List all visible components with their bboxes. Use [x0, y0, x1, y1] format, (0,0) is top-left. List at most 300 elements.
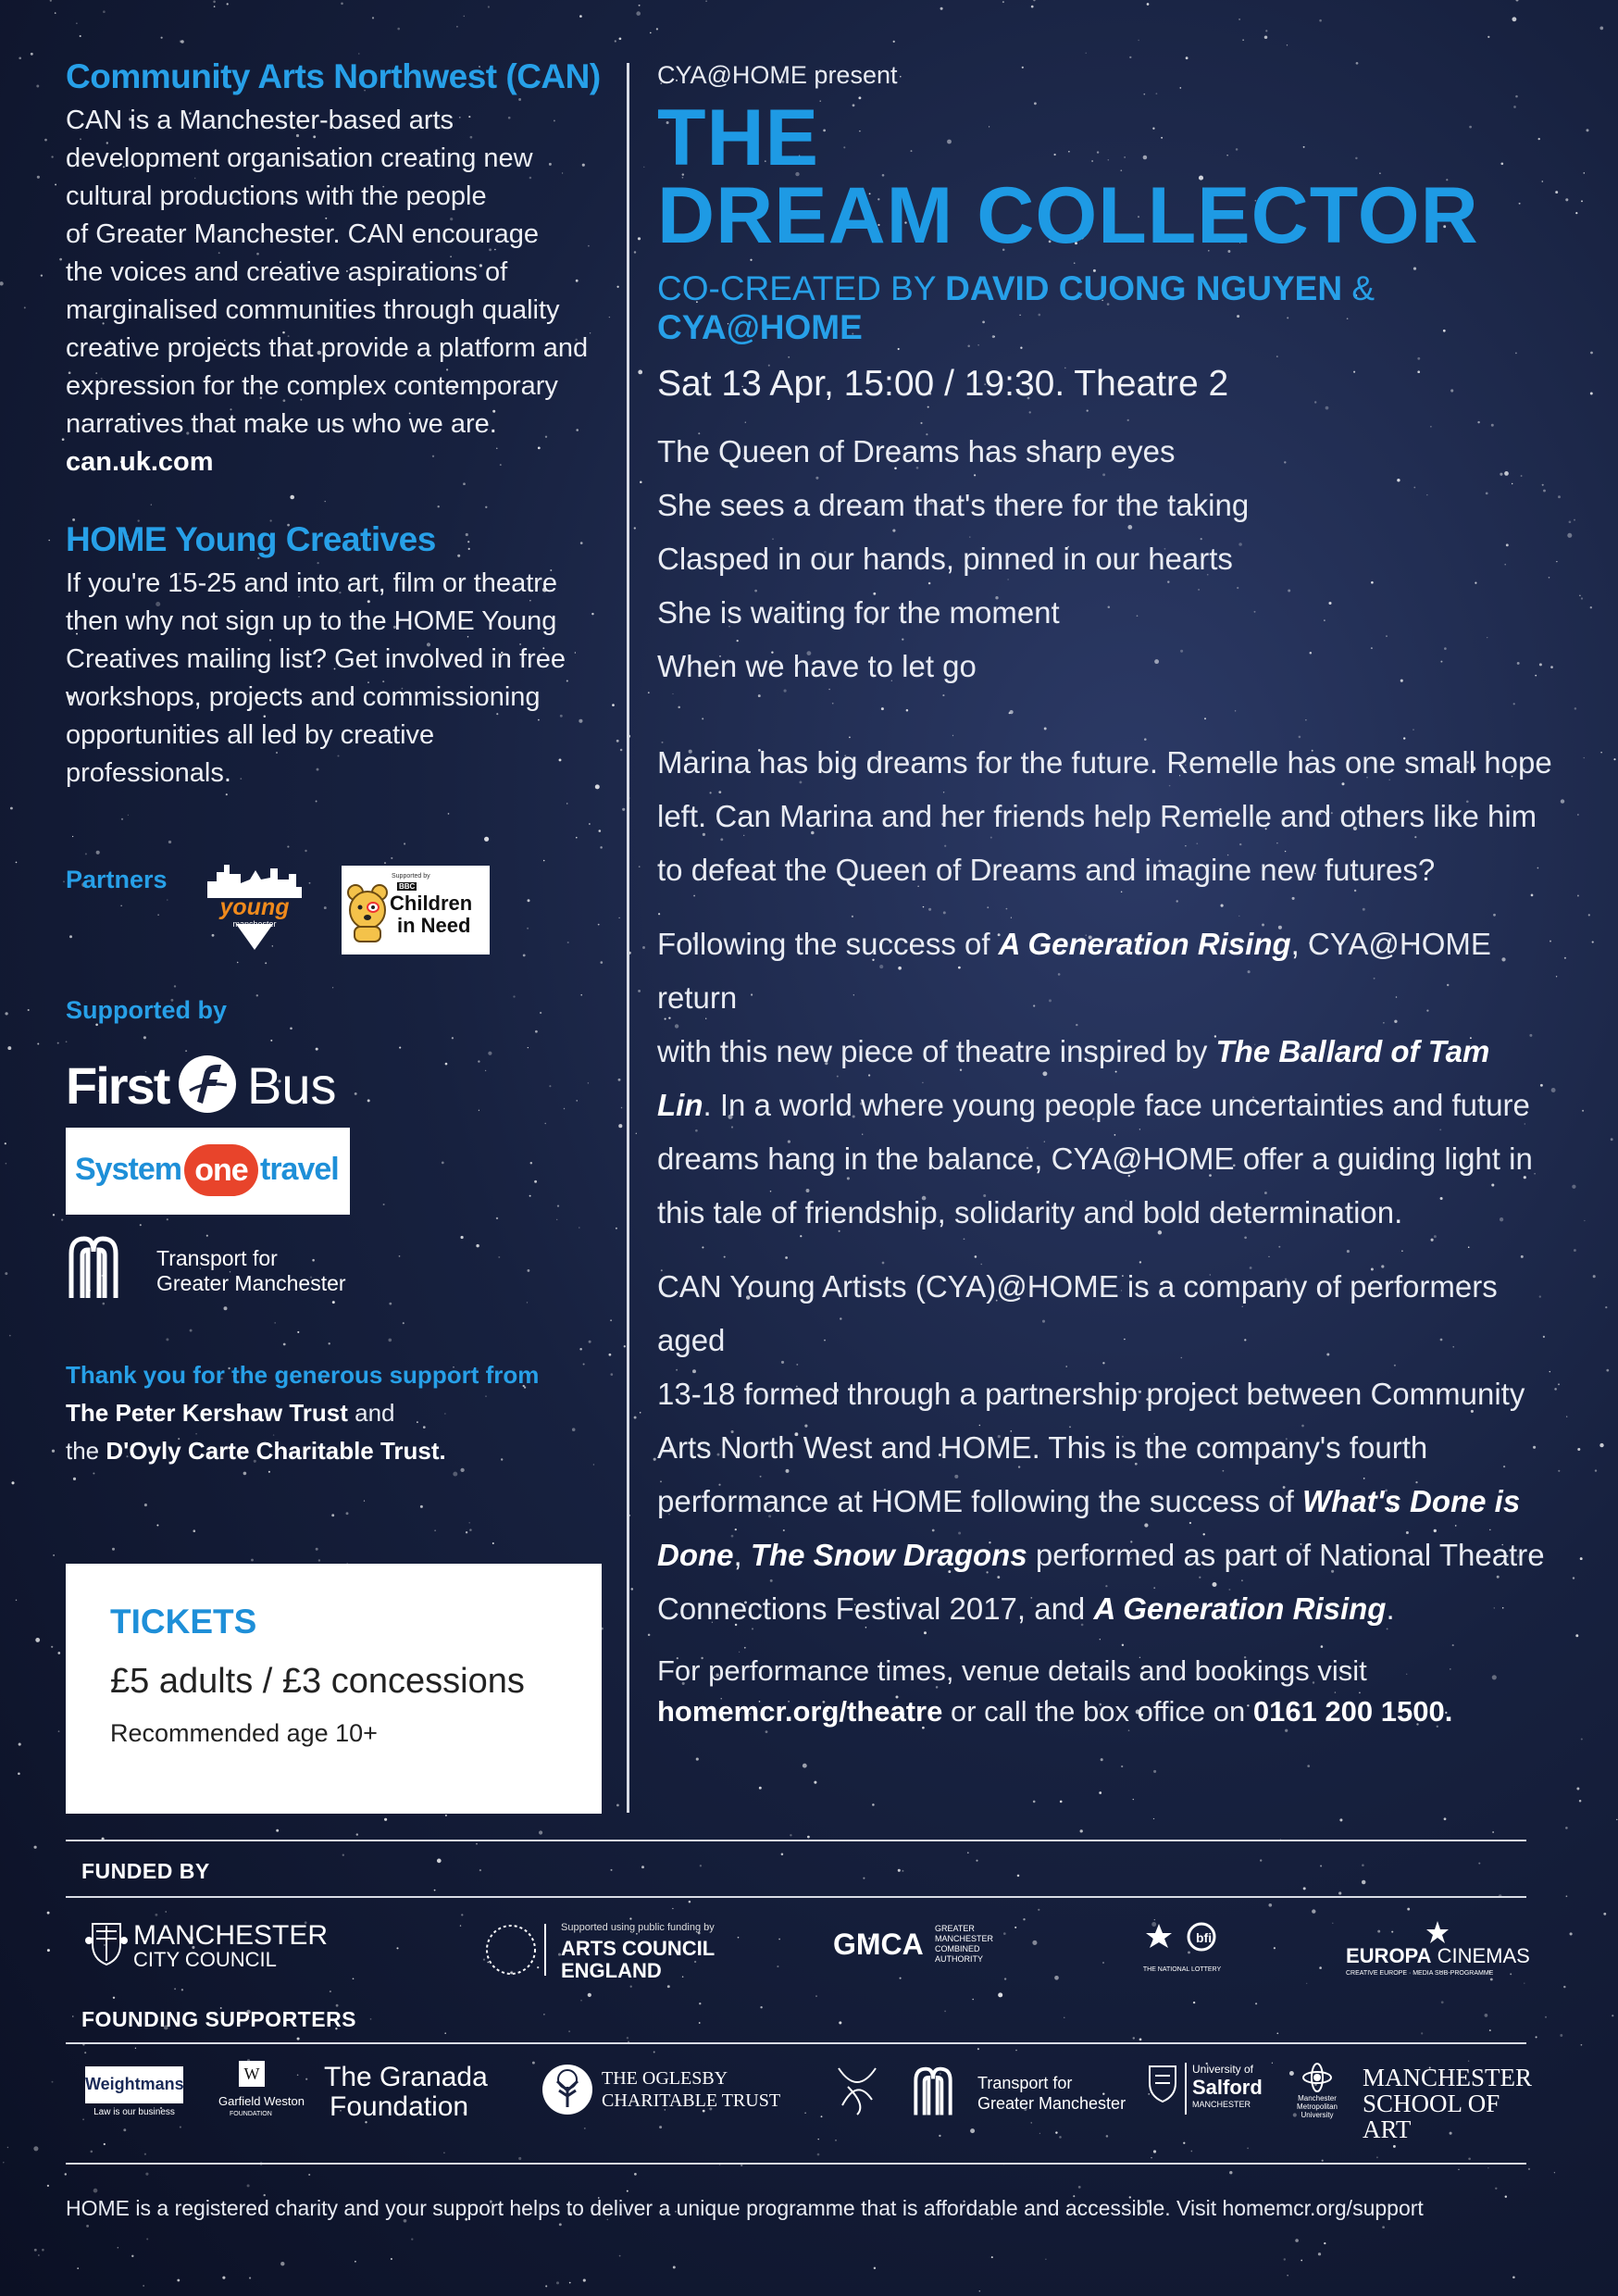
gmca-logo	[833, 1922, 1018, 1978]
synopsis-line: Marina has big dreams for the future. Remelle has one small hope	[657, 745, 1552, 780]
mmu-line: Metropolitan	[1296, 2103, 1338, 2111]
star	[466, 1531, 467, 1533]
gmca-word: AUTHORITY	[935, 1954, 984, 1964]
star	[1575, 212, 1577, 214]
oglesby-line1: THE OGLESBY	[602, 2068, 728, 2089]
star	[1033, 0, 1035, 1]
star	[492, 1542, 494, 1544]
star	[324, 906, 327, 909]
star	[53, 1554, 55, 1556]
star	[1031, 2122, 1032, 2123]
star	[600, 846, 603, 849]
booking-line: For performance times, venue details and bookings visit	[657, 1654, 1367, 1687]
star	[1478, 1863, 1480, 1865]
p2-title: Lin	[657, 1088, 703, 1122]
star	[1588, 914, 1590, 916]
star	[530, 1162, 532, 1164]
star	[650, 32, 652, 34]
star	[1138, 40, 1139, 41]
ace-divider	[544, 1924, 546, 1976]
star	[1574, 707, 1577, 710]
star	[1487, 2167, 1488, 2168]
star	[618, 1124, 622, 1128]
box-office-phone[interactable]: 0161 200 1500.	[1252, 1695, 1453, 1728]
msa-line2: SCHOOL OF ART	[1363, 2090, 1500, 2143]
p2-text: . In a world where young people face uncertainties and future	[703, 1088, 1530, 1122]
star	[91, 2151, 93, 2153]
star	[630, 1986, 632, 1988]
arts-council-circle-icon	[481, 1920, 541, 1979]
star	[1565, 1827, 1568, 1829]
star	[1319, 19, 1322, 22]
europa-text: EUROPA	[1346, 1944, 1432, 1967]
star	[1376, 2156, 1378, 2158]
msa-line1: MANCHESTER	[1363, 2064, 1533, 2091]
star	[638, 370, 642, 375]
star	[297, 2038, 300, 2040]
can-website-link[interactable]: can.uk.com	[66, 447, 214, 477]
can-body-line: expression for the complex contemporary	[66, 371, 558, 401]
star	[1307, 1765, 1310, 1767]
star	[616, 286, 618, 288]
star	[599, 830, 602, 832]
thanks-and: and	[347, 1399, 395, 1427]
star	[274, 1322, 276, 1324]
star	[167, 1218, 168, 1220]
star	[1319, 1966, 1322, 1969]
star	[545, 1123, 546, 1124]
star	[484, 837, 489, 842]
right-column	[657, 61, 1555, 1636]
star	[589, 823, 591, 825]
star	[0, 281, 4, 285]
star	[815, 1995, 816, 1996]
booking-mid: or call the box office on	[942, 1695, 1253, 1728]
star	[790, 1834, 791, 1836]
star	[59, 258, 62, 261]
can-body-line: cultural productions with the people	[66, 181, 487, 211]
p3-text: performance at HOME following the success of	[657, 1484, 1302, 1518]
star	[1421, 2032, 1423, 2034]
star	[579, 1348, 582, 1351]
gmca-text: GMCA	[833, 1928, 924, 1961]
star	[57, 1652, 60, 1654]
star	[372, 17, 374, 19]
star	[1558, 1383, 1560, 1385]
star	[52, 2081, 54, 2083]
star	[598, 924, 600, 926]
footer-rule	[66, 2163, 1526, 2165]
star	[276, 1829, 279, 1832]
star	[331, 1514, 334, 1516]
star	[1577, 895, 1579, 897]
p3-title: Done	[657, 1538, 734, 1572]
star	[66, 1041, 68, 1042]
star	[1054, 1976, 1059, 1980]
star	[577, 1100, 578, 1101]
star	[576, 837, 578, 839]
bfi-lottery-logo	[1131, 1916, 1233, 1981]
footer-rule	[66, 1840, 1526, 1841]
star	[1592, 942, 1594, 943]
star	[741, 2165, 742, 2166]
star	[190, 1329, 193, 1332]
star	[384, 862, 386, 864]
star	[290, 1027, 292, 1029]
star	[72, 836, 73, 837]
star	[468, 1522, 470, 1524]
star	[1590, 352, 1593, 355]
star	[1590, 393, 1593, 395]
star	[535, 1030, 538, 1033]
star	[308, 2174, 310, 2176]
star	[1584, 172, 1586, 174]
star	[1584, 1220, 1585, 1221]
p2-text: Following the success of	[657, 927, 999, 961]
can-body-line: narratives that make us who we are.	[66, 409, 497, 439]
star	[1320, 1865, 1322, 1866]
manchester-city-council-logo	[85, 1918, 363, 1983]
star	[600, 961, 603, 964]
star	[1242, 40, 1243, 41]
can-title: Community Arts Northwest (CAN)	[66, 57, 601, 95]
star	[52, 1450, 55, 1453]
star	[1306, 1983, 1307, 1984]
star	[1561, 799, 1564, 803]
ticket-prices: £5 adults / £3 concessions	[110, 1662, 525, 1701]
star	[1611, 1138, 1613, 1141]
star	[972, 1999, 974, 2001]
star	[330, 1990, 331, 1992]
star	[58, 1730, 60, 1732]
star	[634, 251, 636, 253]
synopsis-paragraph	[657, 736, 1555, 897]
city-crest-icon	[85, 1918, 128, 1966]
star	[42, 2249, 44, 2252]
star	[464, 16, 466, 18]
yc-body-line: Creatives mailing list? Get involved in free	[66, 644, 566, 674]
star	[1312, 1909, 1315, 1913]
star	[62, 438, 65, 441]
inspiration-paragraph	[657, 917, 1555, 1240]
mmu-logo	[1288, 2063, 1346, 2128]
star	[1581, 597, 1583, 599]
charity-note: HOME is a registered charity and your support helps to deliver a unique programme that is affordable and accessible. Visit homemcr.org/support	[66, 2196, 1424, 2220]
star	[1573, 1577, 1574, 1578]
star	[16, 1600, 17, 1601]
star	[213, 1, 216, 4]
star	[640, 480, 642, 483]
star	[1575, 1634, 1578, 1637]
europa-cinemas-logo	[1346, 1920, 1531, 1985]
star	[316, 1048, 318, 1051]
star	[453, 1472, 457, 1477]
partners-label: Partners	[66, 866, 168, 893]
star	[564, 1108, 565, 1109]
star	[280, 2262, 284, 2265]
star	[341, 3, 343, 6]
star	[76, 22, 78, 24]
star	[1264, 36, 1268, 40]
star	[1600, 752, 1601, 753]
star	[140, 1224, 142, 1226]
thanks-line: Thank you for the generous support from	[66, 1361, 540, 1389]
tfgm-logo	[66, 1233, 380, 1307]
tfgm-footer-line2: Greater Manchester	[977, 2094, 1126, 2113]
gmca-word: COMBINED	[935, 1944, 980, 1953]
star	[34, 1846, 37, 1849]
star	[540, 1012, 541, 1014]
poem	[657, 425, 1555, 693]
star	[977, 2048, 979, 2050]
star	[356, 1833, 358, 1835]
star	[631, 1588, 634, 1591]
star	[612, 704, 615, 706]
star	[104, 2143, 106, 2145]
star	[1032, 1940, 1037, 1945]
star	[3, 2162, 4, 2163]
star	[1324, 2242, 1326, 2244]
star	[80, 35, 81, 37]
p2-title: A Generation Rising	[998, 927, 1291, 961]
star	[667, 1985, 670, 1988]
star	[403, 1322, 404, 1324]
star	[1444, 1817, 1447, 1820]
star	[479, 1869, 481, 1871]
star	[893, 41, 895, 43]
yc-body-line: If you're 15-25 and into art, film or theatre	[66, 568, 558, 598]
star	[370, 2018, 372, 2020]
star	[461, 1236, 464, 1239]
tfgm-footer-m-icon	[909, 2065, 957, 2116]
star	[1023, 1918, 1025, 1920]
oglesby-line2: CHARITABLE TRUST	[602, 2090, 781, 2111]
yc-body-line: opportunities all led by creative	[66, 720, 435, 750]
bfi-lottery-icon	[1131, 1916, 1233, 1966]
gmca-words	[935, 1924, 993, 1965]
star	[1247, 2147, 1249, 2149]
star	[28, 1009, 30, 1011]
star	[445, 1815, 447, 1816]
theatre-link[interactable]: homemcr.org/theatre	[657, 1695, 943, 1728]
star	[1274, 1947, 1276, 1949]
oglesby-trust-logo	[541, 2063, 809, 2128]
star	[1590, 606, 1592, 608]
granada-foundation-logo	[324, 2063, 528, 2128]
star	[1382, 2226, 1385, 2228]
star	[1255, 2003, 1257, 2004]
star	[444, 2032, 446, 2034]
star	[143, 1036, 146, 1039]
star	[641, 1866, 644, 1868]
star	[1332, 1923, 1333, 1924]
star	[38, 2254, 39, 2255]
mmu-text	[1288, 2094, 1346, 2119]
star	[48, 540, 50, 542]
can-body-line: marginalised communities through quality	[66, 295, 560, 325]
cocreated-pre: CO-CREATED BY	[657, 269, 946, 307]
star	[1339, 1818, 1342, 1821]
star	[1183, 2142, 1185, 2144]
star	[967, 1852, 969, 1853]
star	[638, 990, 641, 992]
star	[145, 2173, 148, 2176]
star	[18, 1773, 20, 1776]
ace-small: Supported using public funding by	[561, 1922, 715, 1933]
europa-sub: CREATIVE EUROPE · MEDIA SUB-PROGRAMME	[1346, 1970, 1494, 1977]
star	[1100, 1639, 1101, 1640]
star	[249, 2277, 251, 2279]
star	[358, 53, 359, 54]
star	[1078, 2186, 1081, 2189]
star	[1613, 758, 1615, 760]
star	[523, 955, 526, 957]
star	[760, 2006, 762, 2008]
tickets-title: TICKETS	[110, 1603, 257, 1641]
star	[1579, 594, 1581, 596]
tfgm-footer-logo	[909, 2065, 1131, 2122]
star	[181, 1989, 183, 1990]
star	[610, 1319, 612, 1321]
star	[270, 1040, 272, 1042]
star	[1287, 44, 1288, 45]
star	[532, 2062, 535, 2065]
star	[1612, 2015, 1613, 2016]
tfgm-line2: Greater Manchester	[156, 1271, 346, 1295]
star	[636, 11, 641, 16]
manchester-school-of-art-logo	[1363, 2064, 1533, 2143]
star	[297, 1331, 299, 1333]
weightmans-sub: Law is our business	[93, 2107, 175, 2117]
star	[1265, 30, 1267, 31]
star	[93, 2189, 98, 2193]
p3-text: .	[1386, 1591, 1395, 1626]
star	[161, 37, 163, 39]
star	[1577, 814, 1578, 815]
star	[123, 2128, 126, 2131]
star	[41, 274, 43, 276]
p2-text: , CYA@HOME return	[657, 927, 1491, 1015]
star	[227, 3, 229, 5]
p3-text: CAN Young Artists (CYA)@HOME is a company of performers aged	[657, 1269, 1498, 1357]
star	[177, 2279, 180, 2282]
star	[69, 935, 72, 938]
recommended-age: Recommended age 10+	[110, 1719, 378, 1747]
star	[1563, 1986, 1565, 1988]
star	[34, 2249, 37, 2252]
star	[411, 2239, 413, 2240]
star	[243, 1472, 247, 1476]
star	[251, 1559, 254, 1562]
star	[1229, 2171, 1232, 2174]
star	[634, 1416, 637, 1419]
star	[1303, 1887, 1306, 1890]
cocreated-amp: &	[1342, 269, 1375, 307]
star	[131, 2255, 133, 2257]
star	[166, 1338, 168, 1341]
star	[316, 1548, 318, 1551]
star	[639, 5, 641, 6]
star	[1586, 129, 1588, 131]
pudsey-bear-icon	[347, 882, 388, 943]
star	[84, 2052, 86, 2053]
star	[817, 2153, 820, 2156]
first-bus-f-icon	[177, 1054, 238, 1115]
star	[1015, 2050, 1017, 2052]
can-body-line: development organisation creating new	[66, 144, 533, 173]
co-created-line	[657, 269, 1555, 347]
star	[1616, 1819, 1617, 1820]
star	[998, 1992, 1002, 1997]
system-one-travel-logo	[66, 1128, 350, 1215]
star	[1318, 2252, 1321, 2255]
star	[627, 2037, 629, 2039]
star	[1301, 2260, 1302, 2262]
star	[268, 1471, 270, 1473]
star	[96, 851, 100, 855]
star	[803, 1764, 807, 1768]
star	[24, 306, 26, 308]
star	[1487, 36, 1489, 38]
gmca-word: MANCHESTER	[935, 1934, 994, 1943]
star	[86, 2225, 89, 2227]
star	[93, 1472, 94, 1474]
star	[1593, 1275, 1596, 1278]
star	[399, 1047, 401, 1049]
star	[1393, 2145, 1396, 2148]
star	[543, 860, 545, 862]
star	[618, 1079, 621, 1081]
star	[488, 1052, 492, 1055]
star	[1287, 2275, 1288, 2276]
star	[51, 156, 53, 157]
star	[1122, 1644, 1124, 1646]
star	[513, 995, 515, 997]
star	[588, 1993, 591, 1997]
weightmans-text: Weightmans	[85, 2075, 184, 2093]
star	[222, 2277, 225, 2279]
star	[469, 1529, 472, 1531]
one-text: one	[184, 1144, 258, 1196]
star	[1574, 519, 1575, 521]
star	[1584, 757, 1585, 758]
weightmans-logo	[85, 2066, 183, 2124]
star	[1570, 1932, 1573, 1935]
star	[534, 1180, 537, 1183]
star	[460, 1925, 461, 1926]
star	[939, 2135, 940, 2137]
garfield-w-icon: W	[239, 2061, 265, 2087]
mmu-line: Manchester	[1298, 2094, 1337, 2103]
star	[1321, 1645, 1324, 1648]
tfgm-m-icon	[66, 1233, 121, 1300]
star	[898, 1869, 901, 1872]
star	[174, 1988, 176, 1990]
star	[642, 946, 645, 949]
star	[1452, 1644, 1454, 1646]
star	[527, 1269, 529, 1272]
star	[610, 1869, 612, 1871]
cocreated-name2: CYA@HOME	[657, 308, 863, 346]
mmu-line: University	[1301, 2111, 1334, 2119]
star	[1536, 2036, 1537, 2038]
star	[11, 1481, 14, 1484]
star	[496, 1217, 498, 1219]
star	[583, 2279, 586, 2282]
star	[1322, 2160, 1324, 2162]
star	[976, 1860, 977, 1862]
star	[355, 2261, 356, 2263]
